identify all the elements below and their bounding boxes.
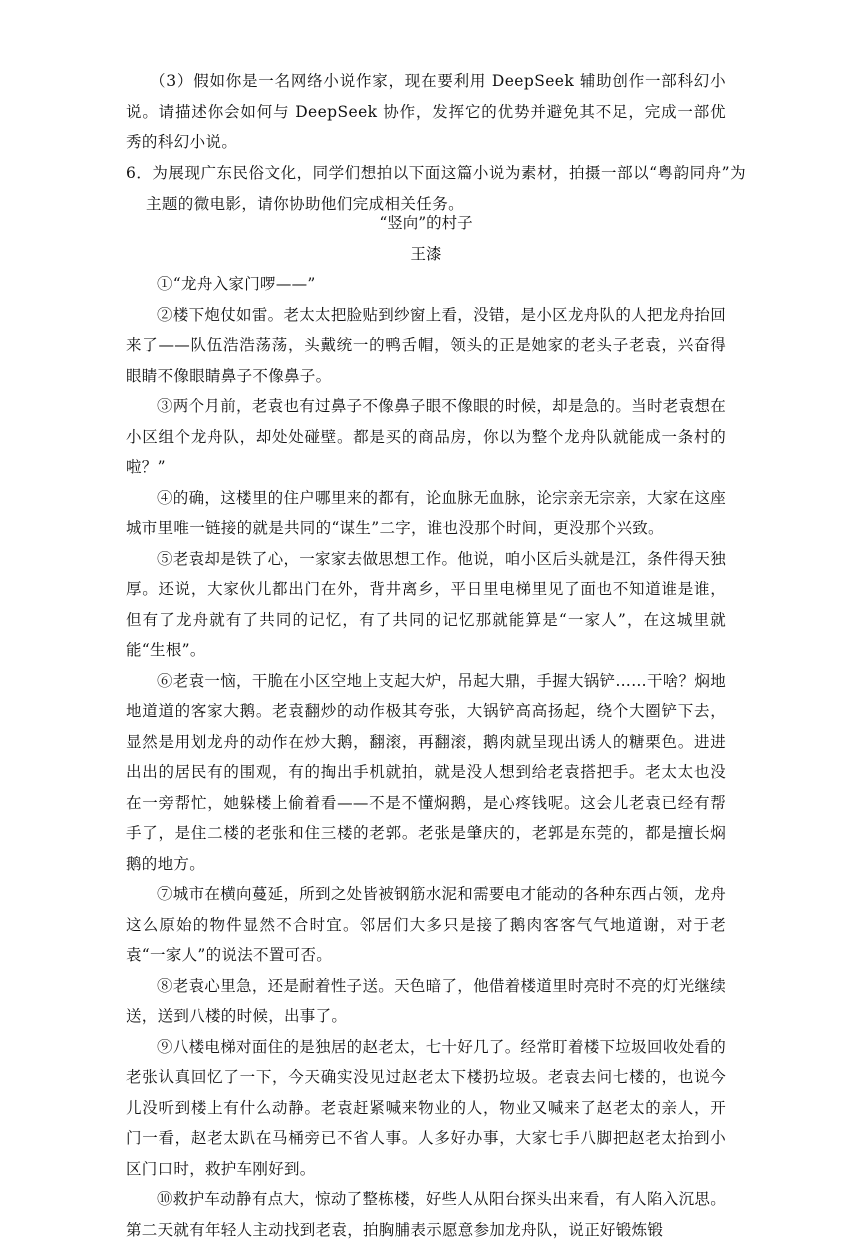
story-author: 王漆: [410, 245, 442, 263]
story-title: “竖向”的村子: [379, 214, 473, 232]
story-paragraph-1: ①“龙舟入家门啰——”: [157, 275, 316, 293]
story-paragraph-10: ⑩救护车动静有点大，惊动了整栋楼，好些人从阳台探头出来看，有人陷入沉思。第二天就有年轻人主动找到老袁，拍胸脯表示愿意参加龙舟队，说正好锻炼锻: [126, 1190, 726, 1239]
story-paragraph-6: ⑥老袁一恼，干脆在小区空地上支起大炉，吊起大鼎，手握大锅铲……干啥？焖地地道道的客家大鹅。老袁翻炒的动作极其夸张，大锅铲高高扬起，绕个大圈铲下去，显然是用划龙舟的动作在炒大鹅，翻滚，再翻滚，鹅肉就呈现出诱人的糖栗色。进进出出的居民有的围观，有的掏出手机就拍，就是没人想到给老袁搭把手。老太太也没在一旁帮忙，她躲楼上偷着看——不是不懂焖鹅，是心疼钱呢。这会儿老袁已经有帮手了，是住二楼的老张和住三楼的老郭。老张是肇庆的，老郭是东莞的，都是擅长焖鹅的地方。: [126, 671, 726, 873]
question-3-text: （3）假如你是一名网络小说作家，现在要利用 DeepSeek 辅助创作一部科幻小说。请描述你会如何与 DeepSeek 协作，发挥它的优势并避免其不足，完成一部优秀的科幻小说。: [126, 72, 726, 151]
story-paragraph-8: ⑧老袁心里急，还是耐着性子送。天色暗了，他借着楼道里时亮时不亮的灯光继续送，送到八楼的时候，出事了。: [126, 976, 726, 1025]
question-6-text: 6．为展现广东民俗文化，同学们想拍以下面这篇小说为素材，拍摄一部以“粤韵同舟”为主题的微电影，请你协助他们完成相关任务。: [126, 164, 746, 213]
story-paragraph-7: ⑦城市在横向蔓延，所到之处皆被钢筋水泥和需要电才能动的各种东西占领，龙舟这么原始的物件显然不合时宜。邻居们大多只是接了鹅肉客客气气地道谢，对于老袁“一家人”的说法不置可否。: [126, 885, 726, 964]
story-paragraph-9: ⑨八楼电梯对面住的是独居的赵老太，七十好几了。经常盯着楼下垃圾回收处看的老张认真回忆了一下，今天确实没见过赵老太下楼扔垃圾。老袁去问七楼的，也说今儿没听到楼上有什么动静。老袁赶紧喊来物业的人，物业又喊来了赵老太的亲人，开门一看，赵老太趴在马桶旁已不省人事。人多好办事，大家七手八脚把赵老太抬到小区门口时，救护车刚好到。: [126, 1037, 726, 1178]
story-paragraph-4: ④的确，这楼里的住户哪里来的都有，论血脉无血脉，论宗亲无宗亲，大家在这座城市里唯一链接的就是共同的“谋生”二字，谁也没那个时间，更没那个兴致。: [126, 488, 726, 537]
story-paragraph-5: ⑤老袁却是铁了心，一家家去做思想工作。他说，咱小区后头就是江，条件得天独厚。还说，大家伙儿都出门在外，背井离乡，平日里电梯里见了面也不知道谁是谁，但有了龙舟就有了共同的记忆，有了共同的记忆那就能算是“一家人”，在这城里就能“生根”。: [126, 549, 726, 659]
story-paragraph-2: ②楼下炮仗如雷。老太太把脸贴到纱窗上看，没错，是小区龙舟队的人把龙舟抬回来了——队伍浩浩荡荡，头戴统一的鸭舌帽，领头的正是她家的老头子老袁，兴奋得眼睛不像眼睛鼻子不像鼻子。: [126, 305, 726, 385]
story-body: [126, 269, 726, 1245]
story-paragraph-3: ③两个月前，老袁也有过鼻子不像鼻子眼不像眼的时候，却是急的。当时老袁想在小区组个龙舟队，却处处碰壁。都是买的商品房，你以为整个龙舟队就能成一条村的啦？”: [126, 397, 726, 476]
